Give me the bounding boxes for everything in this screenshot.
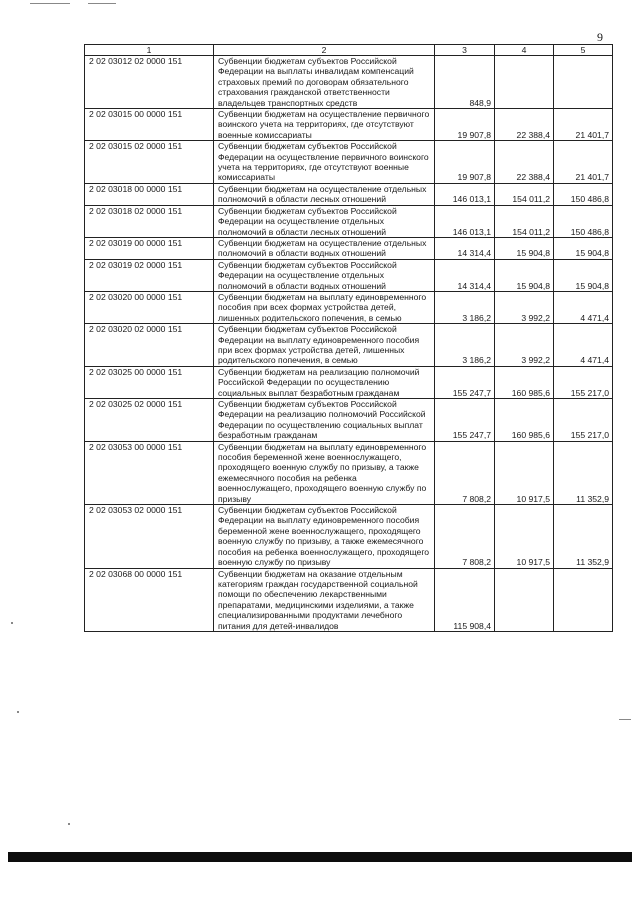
budget-code-cell: 2 02 03020 00 0000 151 <box>85 291 214 323</box>
description-cell: Субвенции бюджетам субъектов Российской Федерации на выплату единовременного пособия беременной жене военнослужащего, проходящего военную службу по призыву, а также ежемесячного пособия на ребенка военнослужащего, проходящего военную службу по призыву <box>214 505 435 568</box>
value-cell-col4: 160 985,6 <box>495 399 554 442</box>
value-cell-col3: 3 186,2 <box>435 291 495 323</box>
value-cell-col4: 15 904,8 <box>495 259 554 291</box>
budget-code-cell: 2 02 03015 00 0000 151 <box>85 109 214 141</box>
value-cell-col4: 160 985,6 <box>495 366 554 398</box>
description-cell: Субвенции бюджетам на выплату единовременного пособия при всех формах устройства детей, лишенных родительского попечения, в семью <box>214 291 435 323</box>
value-cell-col3: 7 808,2 <box>435 441 495 504</box>
budget-code-cell: 2 02 03018 02 0000 151 <box>85 205 214 237</box>
table-row <box>85 441 613 504</box>
description-cell: Субвенции бюджетам на выплату единовременного пособия беременной жене военнослужащего, проходящего военную службу по призыву, а также ежемесячного пособия на ребенка военнослужащего, проходящего военную службу по призыву <box>214 441 435 504</box>
table-row <box>85 399 613 442</box>
scan-artifact <box>11 622 13 624</box>
value-cell-col3: 115 908,4 <box>435 568 495 631</box>
budget-code-cell: 2 02 03025 00 0000 151 <box>85 366 214 398</box>
value-cell-col3: 146 013,1 <box>435 205 495 237</box>
value-cell-col4: 15 904,8 <box>495 237 554 259</box>
value-cell-col5: 150 486,8 <box>554 183 613 205</box>
page-number: 9 <box>597 30 603 44</box>
description-cell: Субвенции бюджетам субъектов Российской Федерации на реализацию полномочий Российской Федерации по осуществлению социальных выплат безработным гражданам <box>214 399 435 442</box>
description-cell: Субвенции бюджетам на оказание отдельным категориям граждан государственной социальной помощи по обеспечению лекарственными препаратами, медицинскими изделиями, а также специализированными продуктами лечебного питания для детей-инвалидов <box>214 568 435 631</box>
description-cell: Субвенции бюджетам на осуществление первичного воинского учета на территориях, где отсутствуют военные комиссариаты <box>214 109 435 141</box>
budget-code-cell: 2 02 03015 02 0000 151 <box>85 141 214 184</box>
description-cell: Субвенции бюджетам субъектов Российской Федерации на выплату единовременного пособия при всех формах устройства детей, лишенных родительского попечения, в семью <box>214 324 435 367</box>
table-row <box>85 109 613 141</box>
value-cell-col4: 10 917,5 <box>495 505 554 568</box>
scan-artifact <box>88 3 116 4</box>
value-cell-col4 <box>495 56 554 109</box>
budget-code-cell: 2 02 03018 00 0000 151 <box>85 183 214 205</box>
budget-code-cell: 2 02 03020 02 0000 151 <box>85 324 214 367</box>
scan-artifact <box>68 823 70 825</box>
table-row <box>85 568 613 631</box>
value-cell-col5: 155 217,0 <box>554 399 613 442</box>
value-cell-col4: 22 388,4 <box>495 109 554 141</box>
description-cell: Субвенции бюджетам на реализацию полномочий Российской Федерации по осуществлению социальных выплат безработным гражданам <box>214 366 435 398</box>
column-header-2: 2 <box>214 45 435 56</box>
value-cell-col4: 22 388,4 <box>495 141 554 184</box>
value-cell-col5: 4 471,4 <box>554 324 613 367</box>
value-cell-col5: 15 904,8 <box>554 259 613 291</box>
budget-table <box>84 44 613 632</box>
value-cell-col3: 14 314,4 <box>435 237 495 259</box>
table-row <box>85 56 613 109</box>
value-cell-col3: 14 314,4 <box>435 259 495 291</box>
description-cell: Субвенции бюджетам на осуществление отдельных полномочий в области лесных отношений <box>214 183 435 205</box>
value-cell-col4: 3 992,2 <box>495 324 554 367</box>
description-cell: Субвенции бюджетам на осуществление отдельных полномочий в области водных отношений <box>214 237 435 259</box>
value-cell-col3: 155 247,7 <box>435 399 495 442</box>
column-header-3: 3 <box>435 45 495 56</box>
header-row <box>85 45 613 56</box>
budget-code-cell: 2 02 03019 00 0000 151 <box>85 237 214 259</box>
table-row <box>85 366 613 398</box>
column-header-4: 4 <box>495 45 554 56</box>
value-cell-col4 <box>495 568 554 631</box>
table-row <box>85 259 613 291</box>
description-cell: Субвенции бюджетам субъектов Российской Федерации на осуществление первичного воинского учета на территориях, где отсутствуют военные комиссариаты <box>214 141 435 184</box>
value-cell-col4: 3 992,2 <box>495 291 554 323</box>
table-row <box>85 205 613 237</box>
scan-edge-bar <box>8 852 632 862</box>
description-cell: Субвенции бюджетам субъектов Российской Федерации на осуществление отдельных полномочий в области водных отношений <box>214 259 435 291</box>
table-row <box>85 505 613 568</box>
budget-code-cell: 2 02 03012 02 0000 151 <box>85 56 214 109</box>
value-cell-col3: 155 247,7 <box>435 366 495 398</box>
budget-code-cell: 2 02 03025 02 0000 151 <box>85 399 214 442</box>
scan-artifact <box>619 719 631 720</box>
budget-code-cell: 2 02 03053 02 0000 151 <box>85 505 214 568</box>
scan-artifact <box>17 711 19 713</box>
value-cell-col5: 21 401,7 <box>554 141 613 184</box>
value-cell-col5: 21 401,7 <box>554 109 613 141</box>
table-row <box>85 183 613 205</box>
value-cell-col5: 155 217,0 <box>554 366 613 398</box>
value-cell-col4: 154 011,2 <box>495 183 554 205</box>
table-row <box>85 141 613 184</box>
value-cell-col4: 10 917,5 <box>495 441 554 504</box>
scan-artifact <box>30 3 70 4</box>
value-cell-col3: 3 186,2 <box>435 324 495 367</box>
value-cell-col3: 19 907,8 <box>435 141 495 184</box>
value-cell-col5 <box>554 568 613 631</box>
value-cell-col3: 19 907,8 <box>435 109 495 141</box>
column-header-5: 5 <box>554 45 613 56</box>
value-cell-col4: 154 011,2 <box>495 205 554 237</box>
value-cell-col5: 15 904,8 <box>554 237 613 259</box>
value-cell-col3: 7 808,2 <box>435 505 495 568</box>
budget-code-cell: 2 02 03019 02 0000 151 <box>85 259 214 291</box>
table-row <box>85 324 613 367</box>
description-cell: Субвенции бюджетам субъектов Российской Федерации на осуществление отдельных полномочий в области лесных отношений <box>214 205 435 237</box>
budget-code-cell: 2 02 03053 00 0000 151 <box>85 441 214 504</box>
column-header-1: 1 <box>85 45 214 56</box>
value-cell-col5: 150 486,8 <box>554 205 613 237</box>
value-cell-col5 <box>554 56 613 109</box>
table-row <box>85 291 613 323</box>
budget-code-cell: 2 02 03068 00 0000 151 <box>85 568 214 631</box>
description-cell: Субвенции бюджетам субъектов Российской Федерации на выплаты инвалидам компенсаций страховых премий по договорам обязательного страхования гражданской ответственности владельцев транспортных средств <box>214 56 435 109</box>
value-cell-col3: 146 013,1 <box>435 183 495 205</box>
value-cell-col5: 11 352,9 <box>554 441 613 504</box>
table-row <box>85 237 613 259</box>
value-cell-col5: 11 352,9 <box>554 505 613 568</box>
value-cell-col5: 4 471,4 <box>554 291 613 323</box>
value-cell-col3: 848,9 <box>435 56 495 109</box>
